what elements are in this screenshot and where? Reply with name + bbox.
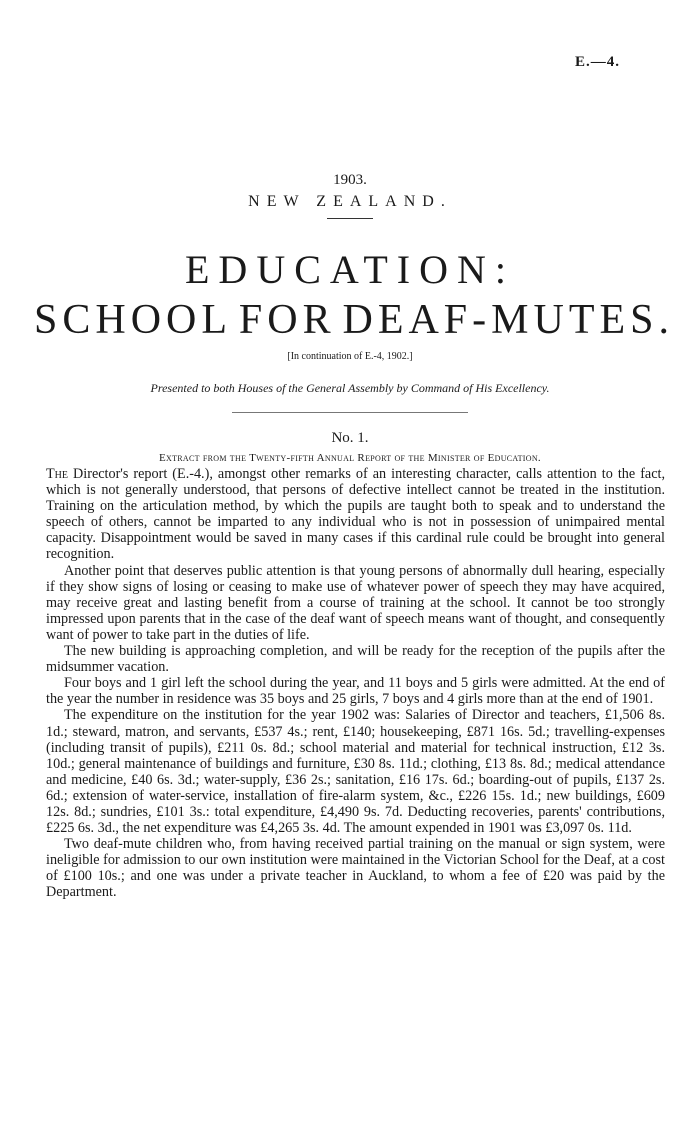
divider-rule xyxy=(327,218,373,219)
title-word-deaf-mutes: DEAF-MUTES. xyxy=(342,297,674,343)
report-year: 1903. xyxy=(333,172,367,188)
continuation-note: [In continuation of E.-4, 1902.] xyxy=(287,351,413,362)
title-school-for-deaf-mutes xyxy=(34,296,674,344)
paragraph: Four boys and 1 girl left the school during the year, and 11 boys and 5 girls were admitted. At the end of the year the number in residence was 35 boys and 25 girls, 7 boys and 4 girls more than at the end of 1901. xyxy=(46,675,665,708)
document-number: No. 1. xyxy=(331,430,369,446)
paragraph: Two deaf-mute children who, from having received partial training on the manual or sign system, were ineligible for admission to our own institution were maintained in the Victorian School for the Deaf, at a cost of £100 10s.; and one was under a private teacher in Auckland, to whom a fee of £20 was paid by the Department. xyxy=(46,836,665,901)
page-code: E.—4. xyxy=(574,54,620,70)
presented-line: Presented to both Houses of the General Assembly by Command of His Excellency. xyxy=(150,381,550,395)
title-education: EDUCATION: xyxy=(185,247,515,292)
country-heading: NEW ZEALAND. xyxy=(248,193,452,210)
title-word-for: FOR xyxy=(238,297,336,343)
first-word: The xyxy=(46,466,68,482)
extract-heading: Extract from the Twenty-fifth Annual Report of the Minister of Education. xyxy=(159,452,541,464)
paragraph: The expenditure on the institution for the year 1902 was: Salaries of Director and teachers, £1,506 8s. 1d.; steward, matron, and servants, £537 4s.; rent, £140; housekeeping, £871 16s. 5d.; travelling-expenses (including transit of pupils), £211 0s. 8d.; school material and material for technical instruction, £12 3s. 10d.; general maintenance of buildings and furniture, £30 8s. 11d.; clothing, £13 8s. 8d.; medical attendance and medicine, £40 6s. 3d.; water-supply, £36 2s.; sanitation, £16 17s. 6d.; boarding-out of pupils, £137 2s. 6d.; extension of water-service, installation of fire-alarm system, &c., £226 15s. 1d.; new buildings, £609 12s. 8d.; sundries, £101 3s.: total expenditure, £4,490 9s. 7d. Deducting recoveries, parents' contributions, £225 6s. 3d., the net expenditure was £4,265 3s. 4d. The amount expended in 1901 was £3,097 0s. 11d. xyxy=(46,707,665,837)
paragraph xyxy=(46,466,665,563)
paragraph: The new building is approaching completion, and will be ready for the reception of the pupils after the midsummer vacation. xyxy=(46,643,665,676)
paragraph-text: Director's report (E.-4.), amongst other remarks of an interesting character, calls attention to the fact, which is not generally understood, that persons of defective intellect cannot be treated in the institution. Training on the articulation method, by which the pupils are taught both to speak and to understand the speech of others, cannot be imparted to any individual who is not in possession of unimpaired mental capacity. Disappointment would be saved in many cases if this cardinal rule could be brought into general recognition. xyxy=(46,466,665,563)
title-word-school: SCHOOL xyxy=(34,297,233,343)
paragraph: Another point that deserves public attention is that young persons of abnormally dull hearing, especially if they show signs of losing or ceasing to make use of whatever power of speech they may have acquired, may receive great and lasting benefit from a course of training at the school. It cannot be too strongly impressed upon parents that in the case of the deaf want of speech means want of thought, and consequently want of power to take part in the duties of life. xyxy=(46,562,665,643)
report-body xyxy=(46,466,665,901)
divider-rule-long xyxy=(232,412,468,413)
